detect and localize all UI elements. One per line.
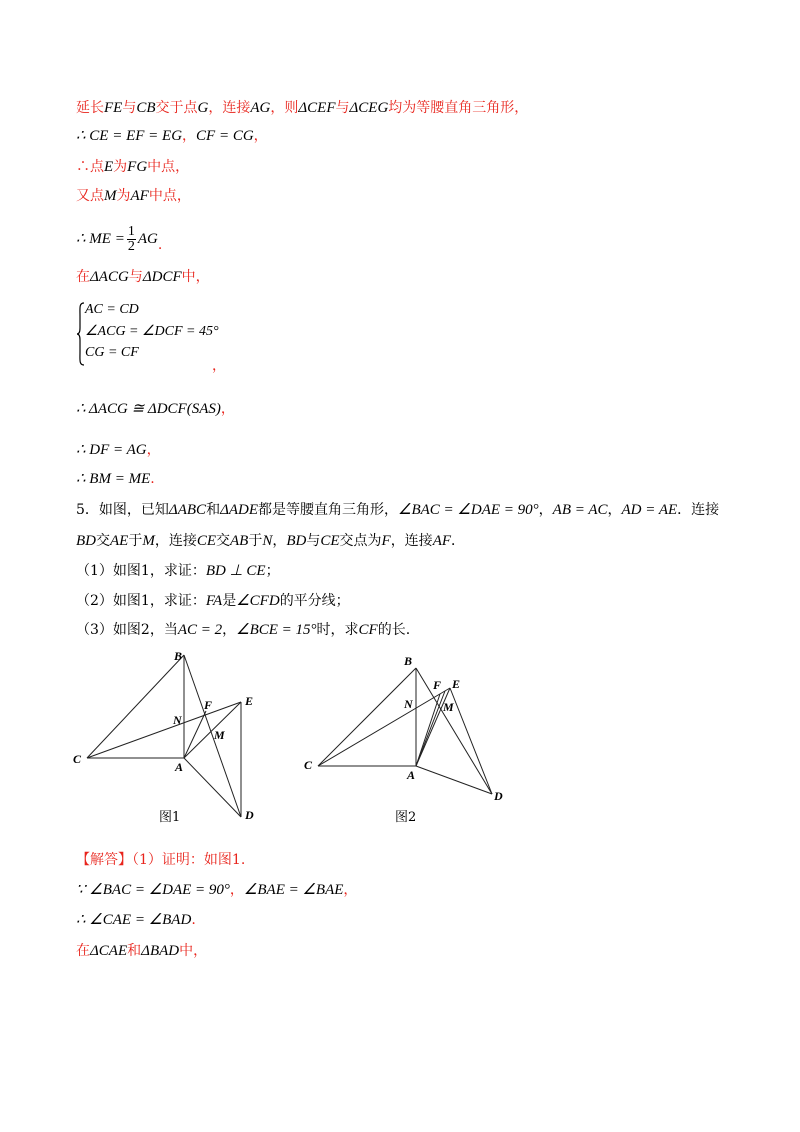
problem-5-line-1 (76, 500, 719, 520)
text: ． (451, 533, 466, 549)
math: ∠BCE = 15° (236, 622, 317, 638)
fig1-label-c: C (73, 752, 82, 766)
math: ΔCEG (349, 100, 389, 116)
text: （3）如图2，当 (76, 622, 178, 638)
figure-1-caption: 图1 (159, 810, 181, 825)
math: ΔCAE (90, 943, 128, 959)
math: ΔBAD (141, 943, 180, 959)
text: ， (253, 128, 268, 144)
fig2-label-a: A (407, 768, 416, 782)
text: 的长. (377, 622, 411, 638)
math: ∴ DF = AG (76, 442, 147, 458)
fig1-label-b: B (174, 649, 183, 663)
text: ，连接 (208, 100, 251, 116)
text: 为 (116, 188, 131, 204)
text: 于 (248, 533, 263, 549)
text: 与 (335, 100, 350, 116)
text-line-8 (76, 440, 161, 460)
text: 和 (206, 502, 221, 518)
fig1-label-e: E (245, 694, 254, 708)
text: ， (229, 882, 244, 898)
math: ∴ BM = ME (76, 471, 151, 487)
text: 与 (306, 533, 321, 549)
text-line-5 (76, 222, 162, 256)
figure-2-diagram (300, 648, 515, 808)
text: 均为等腰直角三角形， (388, 100, 529, 116)
text: 交 (96, 533, 110, 549)
math: ΔABC (168, 502, 207, 518)
fig1-label-a: A (175, 760, 184, 774)
text: ， (212, 358, 226, 374)
math: CB (136, 100, 156, 116)
system-row-1: AC = CD (85, 302, 139, 317)
math: M (104, 188, 117, 204)
system-row-2: ∠ACG = ∠DCF = 45° (85, 324, 219, 339)
math: N (262, 533, 273, 549)
text: 【解答】（1）证明：如图1. (76, 852, 246, 868)
fig2-label-e: E (452, 677, 461, 691)
question-1 (76, 561, 280, 581)
answer-line-1 (76, 850, 245, 870)
text: ，连接 (154, 533, 197, 549)
figure-2-caption: 图2 (395, 810, 417, 825)
system-row-3: CG = CF (85, 345, 139, 360)
math: AB (230, 533, 249, 549)
math: AC = 2 (177, 622, 223, 638)
fraction (127, 225, 136, 254)
text: 在 (76, 269, 90, 285)
fig2-label-f: F (433, 678, 442, 692)
math: AF (432, 533, 452, 549)
math: FG (127, 159, 148, 175)
text: . (150, 471, 155, 487)
text: 与 (122, 100, 137, 116)
text: 时，求 (316, 622, 359, 638)
figure-1 (70, 645, 270, 830)
math: ∠CFD (236, 593, 280, 609)
math: ΔDCF (142, 269, 182, 285)
text: 又点 (76, 188, 104, 204)
math: ΔACG (90, 269, 129, 285)
text: ， (538, 502, 553, 518)
text: ．连接 (677, 502, 720, 518)
answer-line-3 (76, 910, 196, 930)
text: ， (607, 502, 622, 518)
text-line-6 (76, 267, 210, 287)
text: 中点， (148, 188, 191, 204)
problem-5-line-2 (76, 531, 465, 551)
fig1-label-m: M (214, 728, 225, 742)
text: 为 (113, 159, 128, 175)
text: 5．如图，已知 (76, 502, 169, 518)
math: CE (196, 533, 216, 549)
text-line-9 (76, 469, 155, 489)
math: FE (104, 100, 123, 116)
text: 交于点 (155, 100, 198, 116)
math: M (142, 533, 155, 549)
text: ； (265, 563, 280, 579)
math: AG (250, 100, 271, 116)
math: G (197, 100, 209, 116)
text: 都是等腰直角三角形， (258, 502, 399, 518)
math: AB = AC (552, 502, 608, 518)
text: . (157, 237, 163, 253)
text: 中， (181, 269, 210, 285)
text: ， (220, 401, 235, 417)
text: 于 (128, 533, 143, 549)
text: ， (343, 882, 358, 898)
math: BD ⊥ CE (205, 563, 266, 579)
question-3 (76, 620, 410, 640)
text: 与 (128, 269, 143, 285)
text: ， (272, 533, 287, 549)
math: BD (286, 533, 307, 549)
text: 在 (76, 943, 90, 959)
answer-line-2 (76, 880, 357, 900)
math: ΔCEF (298, 100, 336, 116)
text: 交点为 (339, 533, 382, 549)
system-trailing-comma (212, 356, 226, 376)
math: CF = CG (196, 128, 254, 144)
fig1-label-f: F (204, 698, 213, 712)
text: ， (146, 442, 161, 458)
fraction-numerator: 1 (127, 223, 135, 239)
math: AE (110, 533, 129, 549)
fig2-label-n: N (404, 697, 413, 711)
math: BD (76, 533, 96, 549)
fig1-label-n: N (173, 713, 182, 727)
text: 交 (216, 533, 230, 549)
math: ∴ CE = EF = EG (76, 128, 183, 144)
figure-2 (300, 648, 515, 808)
text: 的平分线； (279, 593, 350, 609)
text: 中， (179, 943, 208, 959)
fraction-denominator: 2 (127, 238, 135, 254)
math: AD = AE (621, 502, 678, 518)
text: ， (222, 622, 237, 638)
math: ∠BAE = ∠BAE (243, 882, 344, 898)
math: ∵ ∠BAC = ∠DAE = 90° (76, 882, 230, 898)
text: 延长 (76, 100, 104, 116)
text-line-2 (76, 126, 268, 146)
math: CE (320, 533, 340, 549)
math: AG (137, 231, 158, 247)
fig1-label-d: D (245, 808, 254, 822)
math: F (381, 533, 391, 549)
answer-line-4 (76, 941, 207, 961)
math: ΔADE (220, 502, 259, 518)
math: ∴ ∠CAE = ∠BAD (76, 912, 192, 928)
math: E (104, 159, 114, 175)
text: （1）如图1，求证： (76, 563, 206, 579)
fig2-label-c: C (304, 758, 313, 772)
math: ∴ ME = (76, 231, 125, 247)
text: 和 (127, 943, 142, 959)
fig2-label-m: M (443, 700, 454, 714)
math: AF (130, 188, 149, 204)
text: 是 (222, 593, 237, 609)
math: ∴ ΔACG ≅ ΔDCF(SAS) (76, 401, 221, 417)
text: ，连接 (390, 533, 433, 549)
fig2-label-d: D (494, 789, 503, 803)
text: ∴点 (76, 159, 104, 175)
text-line-3 (76, 157, 189, 177)
math: FA (205, 593, 223, 609)
question-2 (76, 591, 350, 611)
text-line-4 (76, 186, 191, 206)
equation-system (76, 302, 276, 364)
text: ， (182, 128, 197, 144)
text: 中点， (147, 159, 190, 175)
fig2-label-b: B (404, 654, 413, 668)
text-line-7 (76, 399, 235, 419)
math: CF (358, 622, 378, 638)
text: ，则 (270, 100, 299, 116)
math: ∠BAC = ∠DAE = 90° (398, 502, 539, 518)
text-line-1 (76, 98, 528, 118)
figure-1-diagram (70, 645, 270, 830)
text: （2）如图1，求证： (76, 593, 206, 609)
text: . (191, 912, 196, 928)
